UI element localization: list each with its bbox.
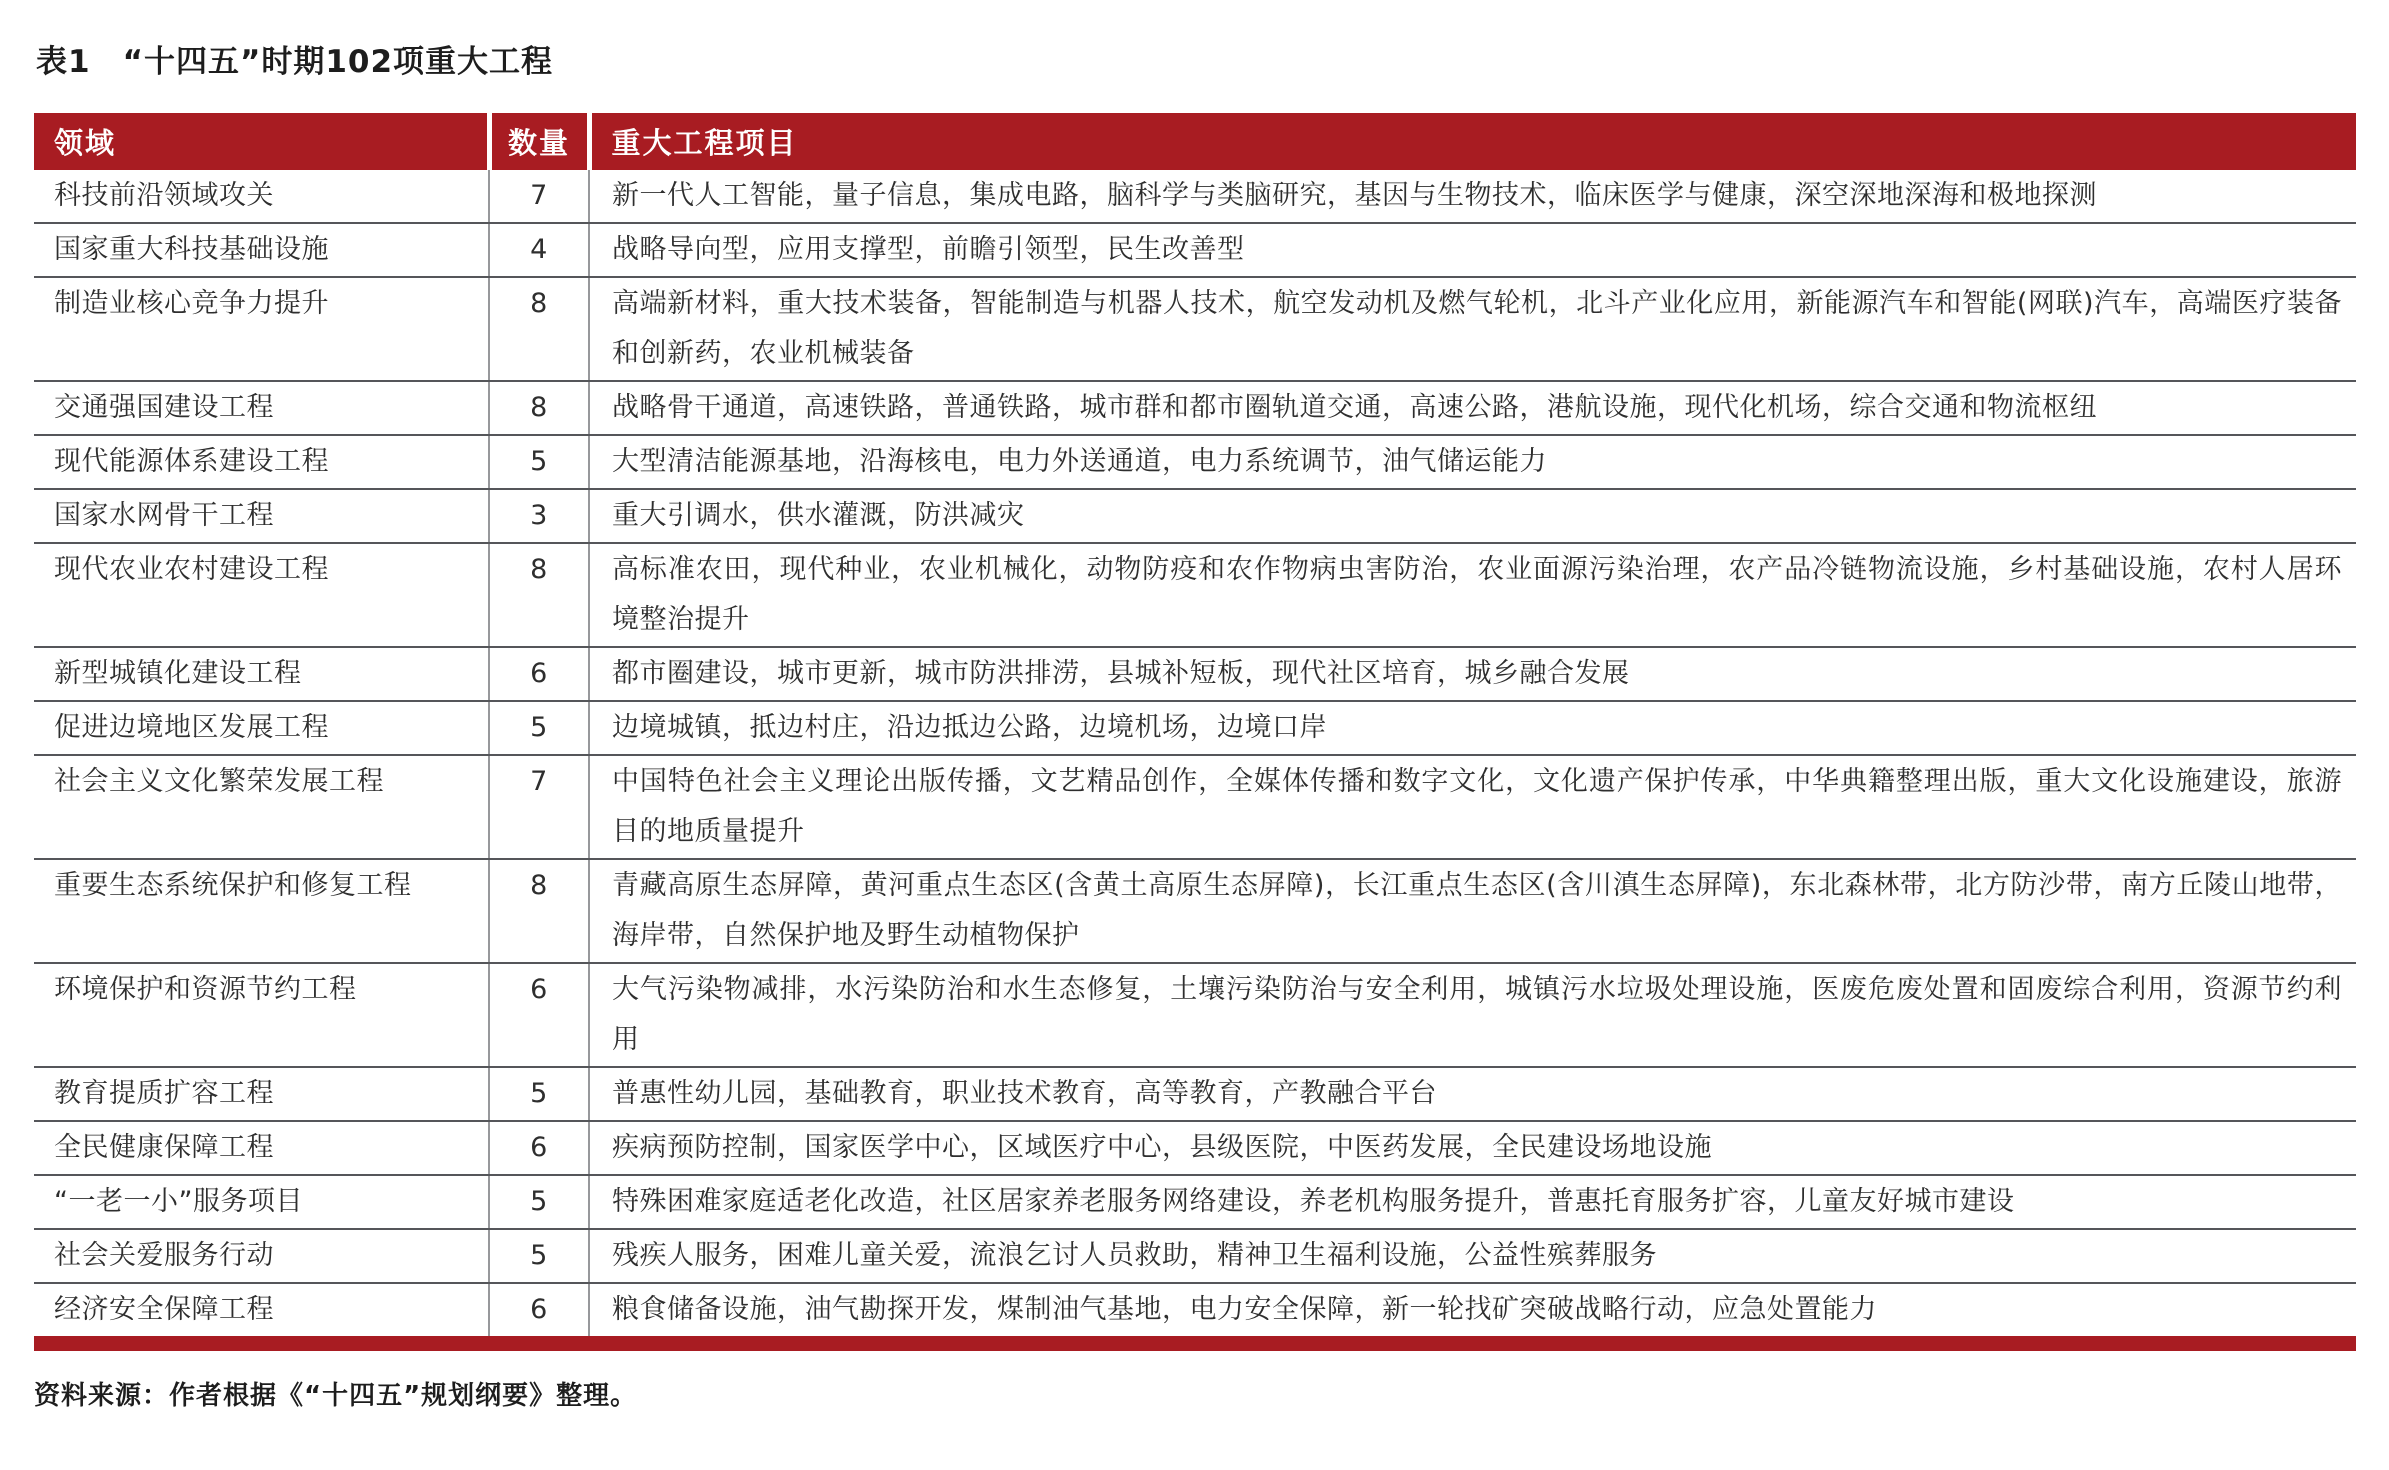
table-row bbox=[34, 223, 2356, 277]
count-cell: 8 bbox=[489, 277, 589, 381]
field-cell: 新型城镇化建设工程 bbox=[34, 647, 489, 701]
table-row bbox=[34, 381, 2356, 435]
projects-cell: 青藏高原生态屏障，黄河重点生态区(含黄土高原生态屏障)，长江重点生态区(含川滇生态屏障)，东北森林带，北方防沙带，南方丘陵山地带，海岸带，自然保护地及野生动植物保护 bbox=[589, 859, 2356, 963]
table-title: 表1 “十四五”时期102项重大工程 bbox=[36, 44, 554, 80]
field-cell: 制造业核心竞争力提升 bbox=[34, 277, 489, 381]
projects-cell: 高标准农田，现代种业，农业机械化，动物防疫和农作物病虫害防治，农业面源污染治理，农产品冷链物流设施，乡村基础设施，农村人居环境整治提升 bbox=[589, 543, 2356, 647]
table-body bbox=[34, 170, 2356, 1336]
field-cell: 环境保护和资源节约工程 bbox=[34, 963, 489, 1067]
count-cell: 8 bbox=[489, 543, 589, 647]
field-cell: 社会主义文化繁荣发展工程 bbox=[34, 755, 489, 859]
header-field: 领域 bbox=[34, 113, 489, 170]
count-cell: 6 bbox=[489, 1283, 589, 1336]
projects-cell: 新一代人工智能，量子信息，集成电路，脑科学与类脑研究，基因与生物技术，临床医学与健康，深空深地深海和极地探测 bbox=[589, 170, 2356, 223]
table-row bbox=[34, 859, 2356, 963]
field-cell: 经济安全保障工程 bbox=[54, 1294, 274, 1325]
header-projects: 重大工程项目 bbox=[589, 113, 2356, 170]
projects-cell: 疾病预防控制，国家医学中心，区域医疗中心，县级医院，中医药发展，全民建设场地设施 bbox=[589, 1121, 2356, 1175]
field-cell: 国家重大科技基础设施 bbox=[34, 223, 489, 277]
field-cell: 重要生态系统保护和修复工程 bbox=[34, 859, 489, 963]
projects-cell: 普惠性幼儿园，基础教育，职业技术教育，高等教育，产教融合平台 bbox=[589, 1067, 2356, 1121]
table-row bbox=[34, 1229, 2356, 1283]
projects-cell: 粮食储备设施，油气勘探开发，煤制油气基地，电力安全保障，新一轮找矿突破战略行动，应急处置能力 bbox=[612, 1294, 1877, 1325]
field-cell: 促进边境地区发展工程 bbox=[34, 701, 489, 755]
count-cell: 8 bbox=[489, 381, 589, 435]
count-cell: 8 bbox=[489, 859, 589, 963]
projects-cell: 高端新材料，重大技术装备，智能制造与机器人技术，航空发动机及燃气轮机，北斗产业化应用，新能源汽车和智能(网联)汽车，高端医疗装备和创新药，农业机械装备 bbox=[589, 277, 2356, 381]
table-row bbox=[34, 489, 2356, 543]
table-row bbox=[34, 755, 2356, 859]
table-row bbox=[34, 701, 2356, 755]
field-cell: 交通强国建设工程 bbox=[34, 381, 489, 435]
count-cell: 5 bbox=[489, 701, 589, 755]
projects-cell: 残疾人服务，困难儿童关爱，流浪乞讨人员救助，精神卫生福利设施，公益性殡葬服务 bbox=[589, 1229, 2356, 1283]
count-cell: 6 bbox=[489, 1121, 589, 1175]
table-header-row bbox=[34, 113, 2356, 170]
field-cell: 现代能源体系建设工程 bbox=[34, 435, 489, 489]
field-cell: 现代农业农村建设工程 bbox=[34, 543, 489, 647]
field-cell: 全民健康保障工程 bbox=[34, 1121, 489, 1175]
field-cell: “一老一小”服务项目 bbox=[34, 1175, 489, 1229]
projects-cell: 都市圈建设，城市更新，城市防洪排涝，县城补短板，现代社区培育，城乡融合发展 bbox=[589, 647, 2356, 701]
header-count: 数量 bbox=[489, 113, 589, 170]
table-row bbox=[34, 1067, 2356, 1121]
field-cell: 社会关爱服务行动 bbox=[34, 1229, 489, 1283]
count-cell: 6 bbox=[489, 963, 589, 1067]
major-projects-table bbox=[34, 113, 2356, 1336]
projects-cell: 战略骨干通道，高速铁路，普通铁路，城市群和都市圈轨道交通，高速公路，港航设施，现代化机场，综合交通和物流枢纽 bbox=[589, 381, 2356, 435]
projects-cell: 重大引调水，供水灌溉，防洪减灾 bbox=[589, 489, 2356, 543]
count-cell: 5 bbox=[489, 435, 589, 489]
count-cell: 6 bbox=[489, 647, 589, 701]
count-cell: 7 bbox=[489, 755, 589, 859]
count-cell: 3 bbox=[489, 489, 589, 543]
table-row bbox=[34, 435, 2356, 489]
field-cell: 教育提质扩容工程 bbox=[34, 1067, 489, 1121]
table-row bbox=[34, 1283, 2356, 1336]
projects-cell: 大气污染物减排，水污染防治和水生态修复，土壤污染防治与安全利用，城镇污水垃圾处理设施，医废危废处置和固废综合利用，资源节约利用 bbox=[589, 963, 2356, 1067]
projects-cell: 边境城镇，抵边村庄，沿边抵边公路，边境机场，边境口岸 bbox=[589, 701, 2356, 755]
source-note: 资料来源：作者根据《“十四五”规划纲要》整理。 bbox=[34, 1381, 638, 1411]
count-cell: 7 bbox=[489, 170, 589, 223]
table-row bbox=[34, 1121, 2356, 1175]
count-cell: 5 bbox=[489, 1229, 589, 1283]
table-row bbox=[34, 963, 2356, 1067]
projects-cell: 中国特色社会主义理论出版传播，文艺精品创作，全媒体传播和数字文化，文化遗产保护传承，中华典籍整理出版，重大文化设施建设，旅游目的地质量提升 bbox=[589, 755, 2356, 859]
projects-cell: 战略导向型，应用支撑型，前瞻引领型，民生改善型 bbox=[589, 223, 2356, 277]
projects-cell: 大型清洁能源基地，沿海核电，电力外送通道，电力系统调节，油气储运能力 bbox=[589, 435, 2356, 489]
field-cell: 国家水网骨干工程 bbox=[34, 489, 489, 543]
count-cell: 4 bbox=[489, 223, 589, 277]
table-row bbox=[34, 170, 2356, 223]
table-row bbox=[34, 277, 2356, 381]
table-row bbox=[34, 1175, 2356, 1229]
table-row bbox=[34, 543, 2356, 647]
field-cell: 科技前沿领域攻关 bbox=[34, 170, 489, 223]
table-row bbox=[34, 647, 2356, 701]
projects-cell: 特殊困难家庭适老化改造，社区居家养老服务网络建设，养老机构服务提升，普惠托育服务扩容，儿童友好城市建设 bbox=[589, 1175, 2356, 1229]
bottom-accent-bar bbox=[34, 1336, 2356, 1351]
count-cell: 5 bbox=[489, 1067, 589, 1121]
count-cell: 5 bbox=[489, 1175, 589, 1229]
